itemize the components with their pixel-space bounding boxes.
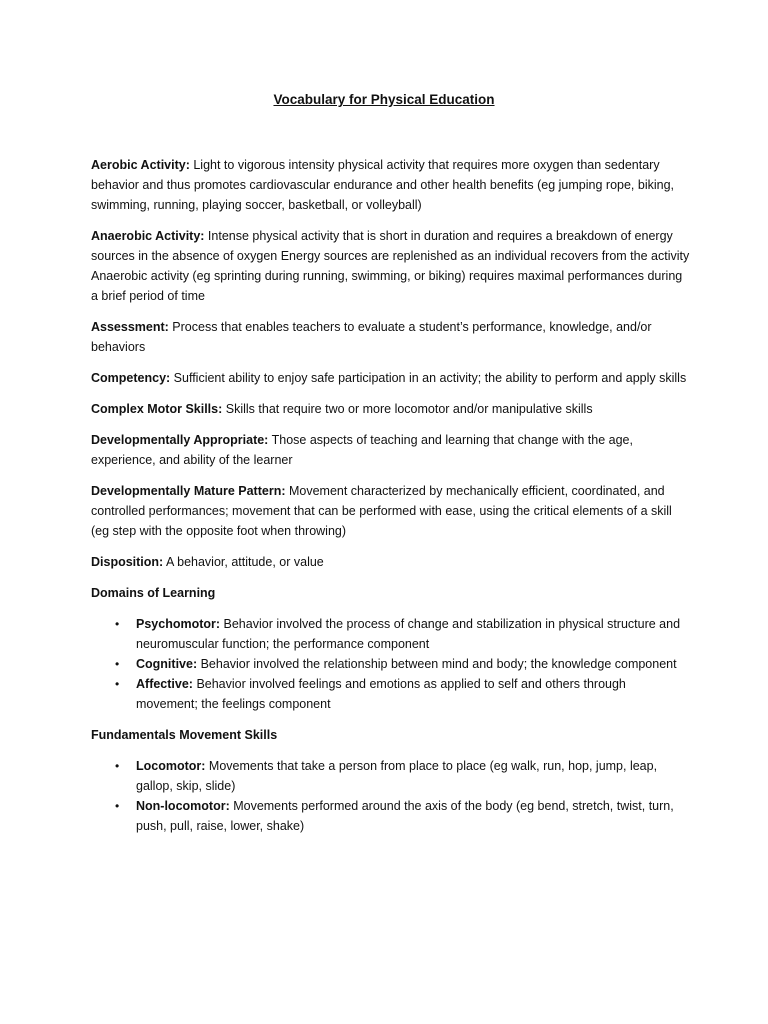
definition-entry — [91, 399, 691, 419]
bullet-icon: • — [115, 617, 120, 631]
document-body — [91, 155, 691, 847]
definition-entry — [91, 430, 691, 470]
term: Affective: — [136, 677, 193, 691]
definition: Intense physical activity that is short in duration and requires a breakdown of energy sources in the absence of oxygen Energy sources are replenished as an individual recovers from the activity Anaerobic activity (eg sprinting during running, swimming, or biking) requires maximal performances during a brief period of time — [91, 229, 690, 303]
list-item — [115, 614, 691, 654]
definition: A behavior, attitude, or value — [163, 555, 324, 569]
term: Locomotor: — [136, 759, 206, 773]
fundamentals-list — [91, 756, 691, 836]
page-title: Vocabulary for Physical Education — [273, 92, 495, 107]
definition-entry — [91, 226, 691, 306]
definition-entry — [91, 481, 691, 541]
domains-list — [91, 614, 691, 714]
definition: Movement characterized by mechanically efficient, coordinated, and controlled performances; movement that can be performed with ease, using the critical elements of a skill (eg step with the opposite foot when throwing) — [91, 484, 672, 538]
definition: Skills that require two or more locomotor and/or manipulative skills — [222, 402, 593, 416]
term: Competency: — [91, 371, 171, 385]
term: Developmentally Appropriate: — [91, 433, 269, 447]
bullet-icon: • — [115, 759, 120, 773]
list-item — [115, 674, 691, 714]
definition-entry — [91, 317, 691, 357]
bullet-icon: • — [115, 799, 120, 813]
section-heading-domains: Domains of Learning — [91, 586, 216, 600]
definition: Those aspects of teaching and learning that change with the age, experience, and ability of the learner — [91, 433, 633, 467]
term: Anaerobic Activity: — [91, 229, 205, 243]
term: Psychomotor: — [136, 617, 221, 631]
term: Developmentally Mature Pattern: — [91, 484, 286, 498]
list-item — [115, 756, 691, 796]
definition: Sufficient ability to enjoy safe participation in an activity; the ability to perform and apply skills — [170, 371, 687, 385]
definition: Behavior involved the process of change and stabilization in physical structure and neuromuscular function; the performance component — [136, 617, 681, 651]
term: Aerobic Activity: — [91, 158, 190, 172]
definition: Process that enables teachers to evaluate a student’s performance, knowledge, and/or behaviors — [91, 320, 652, 354]
definition-entry — [91, 368, 691, 388]
definition: Behavior involved the relationship between mind and body; the knowledge component — [197, 657, 677, 671]
definition: Movements that take a person from place to place (eg walk, run, hop, jump, leap, gallop, skip, slide) — [136, 759, 658, 793]
section-heading-fundamentals: Fundamentals Movement Skills — [91, 728, 278, 742]
term: Non-locomotor: — [136, 799, 230, 813]
definition: Light to vigorous intensity physical activity that requires more oxygen than sedentary behavior and thus promotes cardiovascular endurance and other health benefits (eg jumping rope, biking, swimming, running, playing soccer, basketball, or volleyball) — [91, 158, 675, 212]
term: Assessment: — [91, 320, 169, 334]
term: Complex Motor Skills: — [91, 402, 223, 416]
term: Cognitive: — [136, 657, 198, 671]
list-item — [115, 654, 691, 674]
definition-entry — [91, 155, 691, 215]
bullet-icon: • — [115, 677, 120, 691]
term: Disposition: — [91, 555, 164, 569]
bullet-icon: • — [115, 657, 120, 671]
definition-entry — [91, 552, 691, 572]
list-item — [115, 796, 691, 836]
definition: Movements performed around the axis of the body (eg bend, stretch, twist, turn, push, pull, raise, lower, shake) — [136, 799, 674, 833]
definition: Behavior involved feelings and emotions as applied to self and others through movement; the feelings component — [136, 677, 626, 711]
